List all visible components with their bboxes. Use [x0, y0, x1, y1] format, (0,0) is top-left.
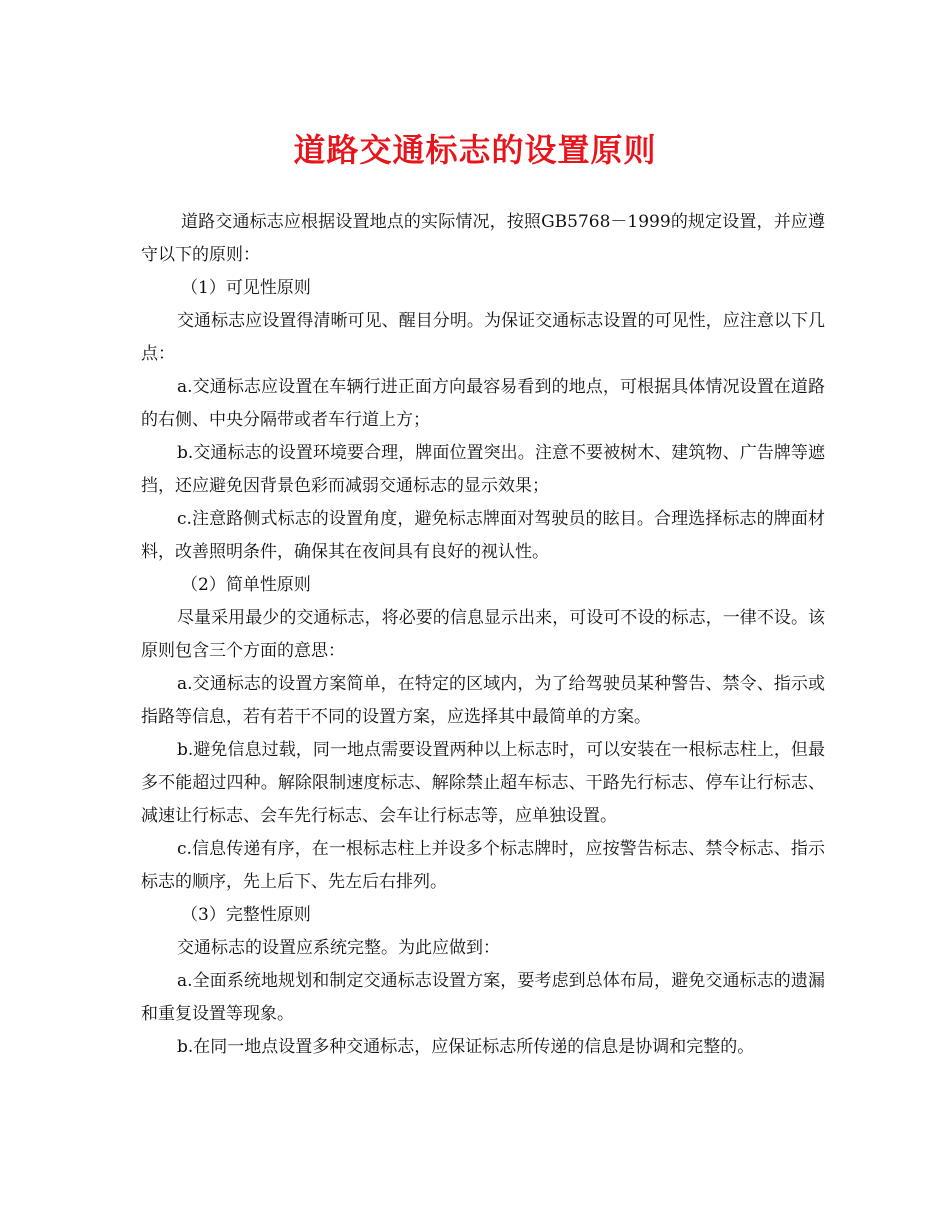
paragraph: 交通标志应设置得清晰可见、醒目分明。为保证交通标志设置的可见性，应注意以下几点：: [141, 311, 825, 364]
paragraph: 交通标志的设置应系统完整。为此应做到：: [177, 938, 500, 958]
list-item: c.信息传递有序，在一根标志柱上并设多个标志牌时，应按警告标志、禁令标志、指示标志的顺序，先上后下、先左后右排列。: [141, 839, 825, 892]
paragraph: 尽量采用最少的交通标志，将必要的信息显示出来，可设可不设的标志，一律不设。该原则包含三个方面的意思：: [141, 608, 825, 661]
section-heading-visibility: （1）可见性原则: [181, 278, 311, 298]
section-heading-completeness: （3）完整性原则: [181, 905, 311, 925]
document-body: [141, 206, 825, 1064]
page-title: 道路交通标志的设置原则: [293, 131, 657, 169]
intro-paragraph: 道路交通标志应根据设置地点的实际情况，按照GB5768－1999的规定设置，并应遵守以下的原则：: [141, 212, 825, 265]
section-heading-simplicity: （2）简单性原则: [181, 575, 311, 595]
list-item: c.注意路侧式标志的设置角度，避免标志牌面对驾驶员的眩目。合理选择标志的牌面材料，改善照明条件，确保其在夜间具有良好的视认性。: [141, 509, 825, 562]
list-item: b.避免信息过载，同一地点需要设置两种以上标志时，可以安装在一根标志柱上，但最多不能超过四种。解除限制速度标志、解除禁止超车标志、干路先行标志、停车让行标志、减速让行标志、会车先行标志、会车让行标志等，应单独设置。: [141, 740, 825, 826]
list-item: a.全面系统地规划和制定交通标志设置方案，要考虑到总体布局，避免交通标志的遗漏和重复设置等现象。: [141, 971, 825, 1024]
list-item: a.交通标志应设置在车辆行进正面方向最容易看到的地点，可根据具体情况设置在道路的右侧、中央分隔带或者车行道上方；: [141, 377, 825, 430]
list-item: b.交通标志的设置环境要合理，牌面位置突出。注意不要被树木、建筑物、广告牌等遮挡，还应避免因背景色彩而减弱交通标志的显示效果；: [141, 443, 825, 496]
list-item: a.交通标志的设置方案简单，在特定的区域内，为了给驾驶员某种警告、禁令、指示或指路等信息，若有若干不同的设置方案，应选择其中最简单的方案。: [141, 674, 825, 727]
list-item: b.在同一地点设置多种交通标志，应保证标志所传递的信息是协调和完整的。: [177, 1037, 755, 1057]
